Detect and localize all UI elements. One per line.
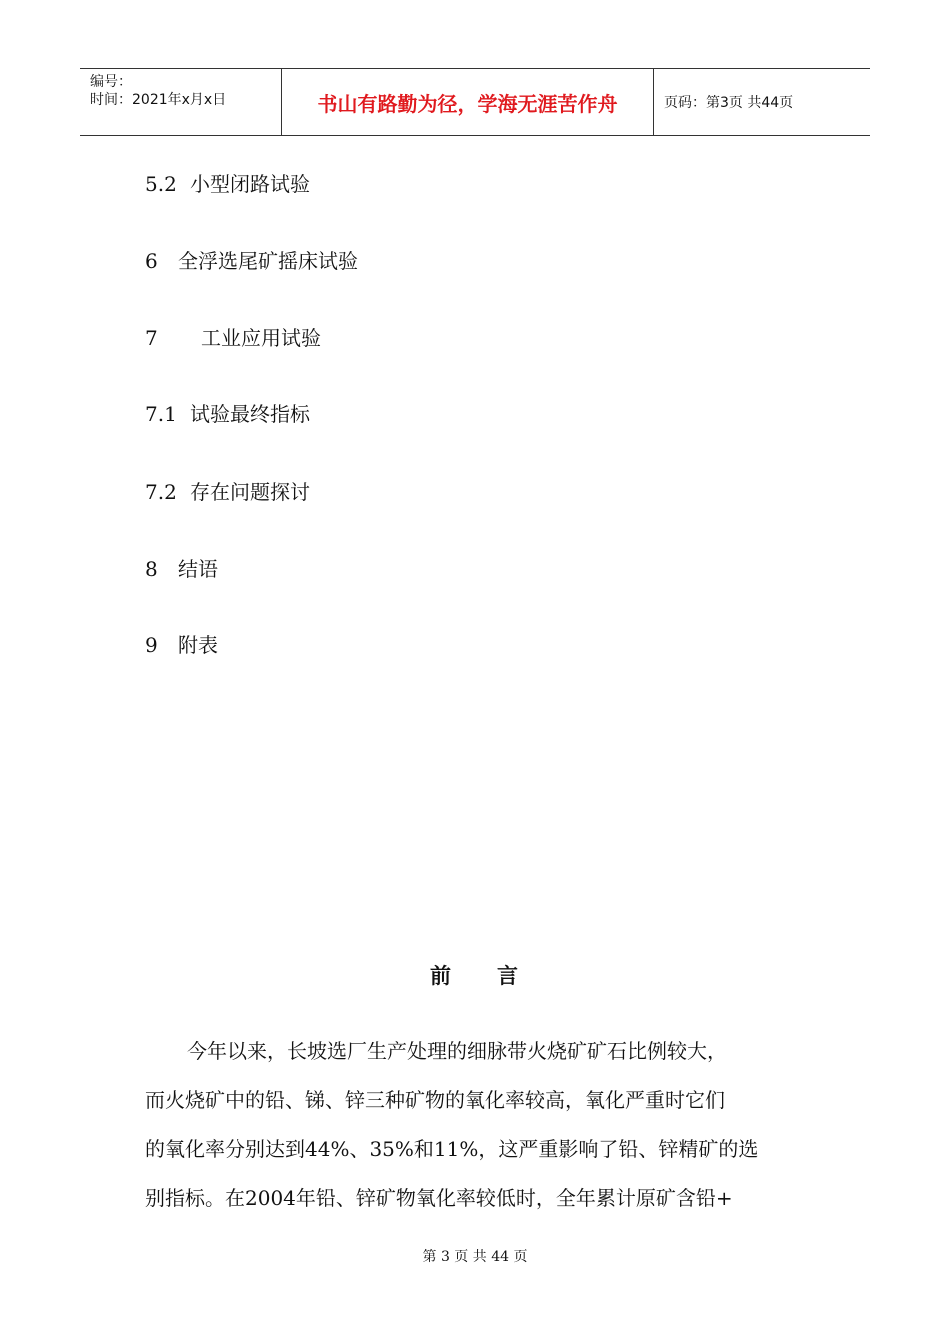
page-footer: 第 3 页 共 44 页 bbox=[422, 1249, 528, 1265]
document-header bbox=[80, 68, 870, 136]
toc-number: 7 bbox=[145, 326, 158, 350]
toc-item bbox=[145, 402, 310, 426]
heading-right: 言 bbox=[497, 963, 520, 988]
toc-title: 小型闭路试验 bbox=[190, 172, 310, 196]
toc-number: 5.2 bbox=[145, 172, 177, 196]
paragraph-line: 而火烧矿中的铅、锑、锌三种矿物的氧化率较高，氧化严重时它们 bbox=[145, 1088, 725, 1112]
number-label: 编号： bbox=[90, 74, 132, 90]
toc-item bbox=[145, 172, 310, 196]
toc-number: 7.2 bbox=[145, 480, 177, 504]
toc-number: 7.1 bbox=[145, 402, 177, 426]
header-page-info: 页码：第3页 共44页 bbox=[664, 95, 794, 111]
toc-title: 试验最终指标 bbox=[190, 402, 310, 426]
paragraph bbox=[145, 1035, 810, 1231]
toc-title: 结语 bbox=[178, 557, 218, 581]
paragraph-line: 今年以来，长坡选厂生产处理的细脉带火烧矿矿石比例较大， bbox=[187, 1039, 727, 1063]
toc-title: 全浮选尾矿摇床试验 bbox=[178, 249, 358, 273]
section-heading bbox=[0, 960, 950, 990]
toc-number: 9 bbox=[145, 633, 158, 657]
toc-item bbox=[145, 633, 218, 657]
toc-number: 6 bbox=[145, 249, 158, 273]
header-meta bbox=[80, 69, 282, 135]
heading-left: 前 bbox=[430, 963, 453, 988]
paragraph-line: 别指标。在2004年铅、锌矿物氧化率较低时，全年累计原矿含铅+ bbox=[145, 1186, 733, 1210]
toc-title: 存在问题探讨 bbox=[190, 480, 310, 504]
toc-item bbox=[145, 557, 218, 581]
toc-item bbox=[145, 480, 310, 504]
toc-title: 附表 bbox=[178, 633, 218, 657]
paragraph-line: 的氧化率分别达到44%、35%和11%，这严重影响了铅、锌精矿的选 bbox=[145, 1137, 759, 1161]
toc-number: 8 bbox=[145, 557, 158, 581]
time-label: 时间：2021年x月x日 bbox=[90, 92, 227, 108]
toc-title: 工业应用试验 bbox=[201, 326, 321, 350]
toc-item bbox=[145, 326, 321, 350]
toc-item bbox=[145, 249, 358, 273]
header-motto: 书山有路勤为径，学海无涯苦作舟 bbox=[282, 69, 654, 135]
